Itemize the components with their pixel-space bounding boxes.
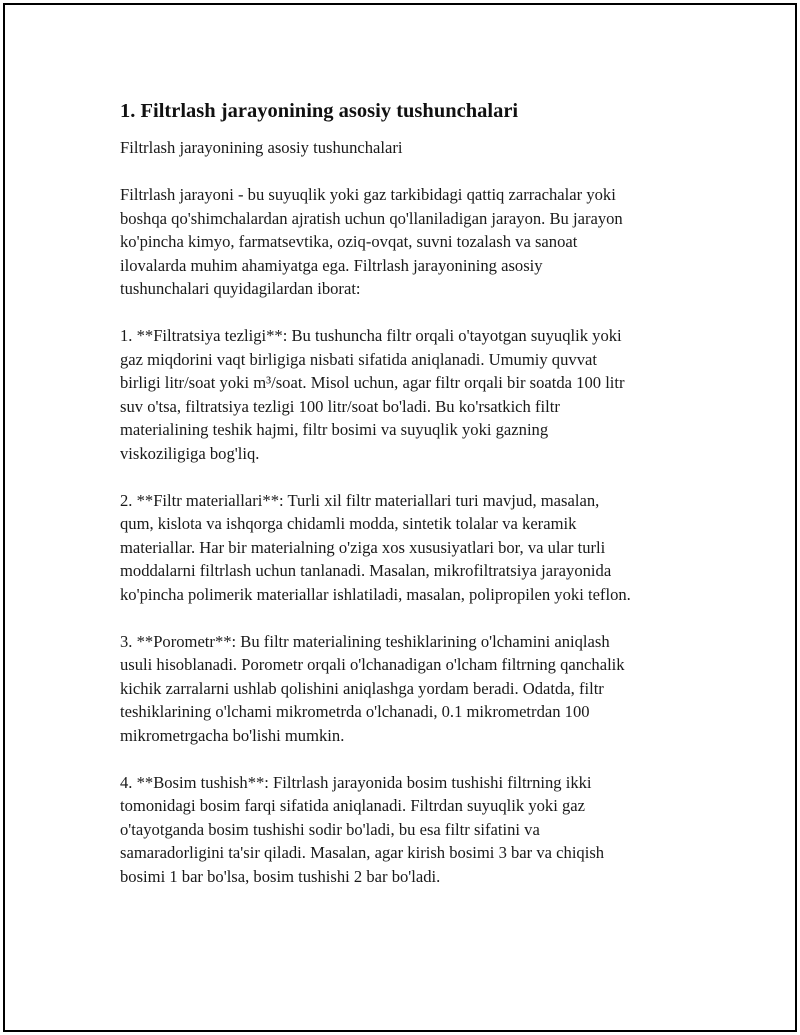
paragraph-intro: Filtrlash jarayoni - bu suyuqlik yoki gaz tarkibidagi qattiq zarrachalar yoki boshqa qo'shimchalardan ajratish uchun qo'llaniladigan jarayon. Bu jarayon ko'pincha kimyo, farmatsevtika, oziq-ovqat, suvni tozalash va sanoat ilovalarda muhim ahamiyatga ega. Filtrlash jarayonining asosiy tushunchalari quyidagilardan iborat: — [120, 185, 623, 298]
page-title: 1. Filtrlash jarayonining asosiy tushunchalari — [120, 100, 519, 122]
paragraph-subtitle: Filtrlash jarayonining asosiy tushunchalari — [120, 138, 403, 157]
paragraph-pressure-drop: 4. **Bosim tushish**: Filtrlash jarayonida bosim tushishi filtrning ikki tomonidagi bosim farqi sifatida aniqlanadi. Filtrdan suyuqlik yoki gaz o'tayotganda bosim tushishi sodir bo'ladi, bu esa filtr sifatini va samaradorligini ta'sir qiladi. Masalan, agar kirish bosimi 3 bar va chiqish bosimi 1 bar bo'lsa, bosim tushishi 2 bar bo'ladi. — [120, 772, 605, 886]
paragraph-filter-materials: 2. **Filtr materiallari**: Turli xil filtr materiallari turi mavjud, masalan, qum, kislota va ishqorga chidamli modda, sintetik tolalar va keramik materiallar. Har bir materialning o'ziga xos xususiyatlari bor, va ular turli moddalarni filtrlash uchun tanlanadi. Masalan, mikrofiltratsiya jarayonida ko'pincha polimerik materiallar ishlatiladi, masalan, polipropilen yoki teflon. — [120, 490, 631, 604]
paragraph-filtration-rate: 1. **Filtratsiya tezligi**: Bu tushuncha filtr orqali o'tayotgan suyuqlik yoki gaz miqdorini vaqt birligiga nisbati sifatida aniqlanadi. Umumiy quvvat birligi litr/soat yoki m³/soat. Misol uchun, agar filtr orqali bir soatda 100 litr suv o'tsa, filtratsiya tezligi 100 litr/soat bo'ladi. Bu ko'rsatkich filtr materialining teshik hajmi, filtr bosimi va suyuqlik yoki gazning viskoziligiga bog'liq. — [120, 326, 625, 463]
document-body — [120, 98, 680, 912]
paragraph-porometer: 3. **Porometr**: Bu filtr materialining teshiklarining o'lchamini aniqlash usuli hisoblanadi. Porometr orqali o'lchanadigan o'lcham filtrning qanchalik kichik zarralarni ushlab qolishini aniqlashga yordam beradi. Odatda, filtr teshiklarining o'lchami mikrometrda o'lchanadi, 0.1 mikrometrdan 100 mikrometrgacha bo'lishi mumkin. — [120, 631, 625, 745]
page-frame — [3, 3, 797, 1032]
